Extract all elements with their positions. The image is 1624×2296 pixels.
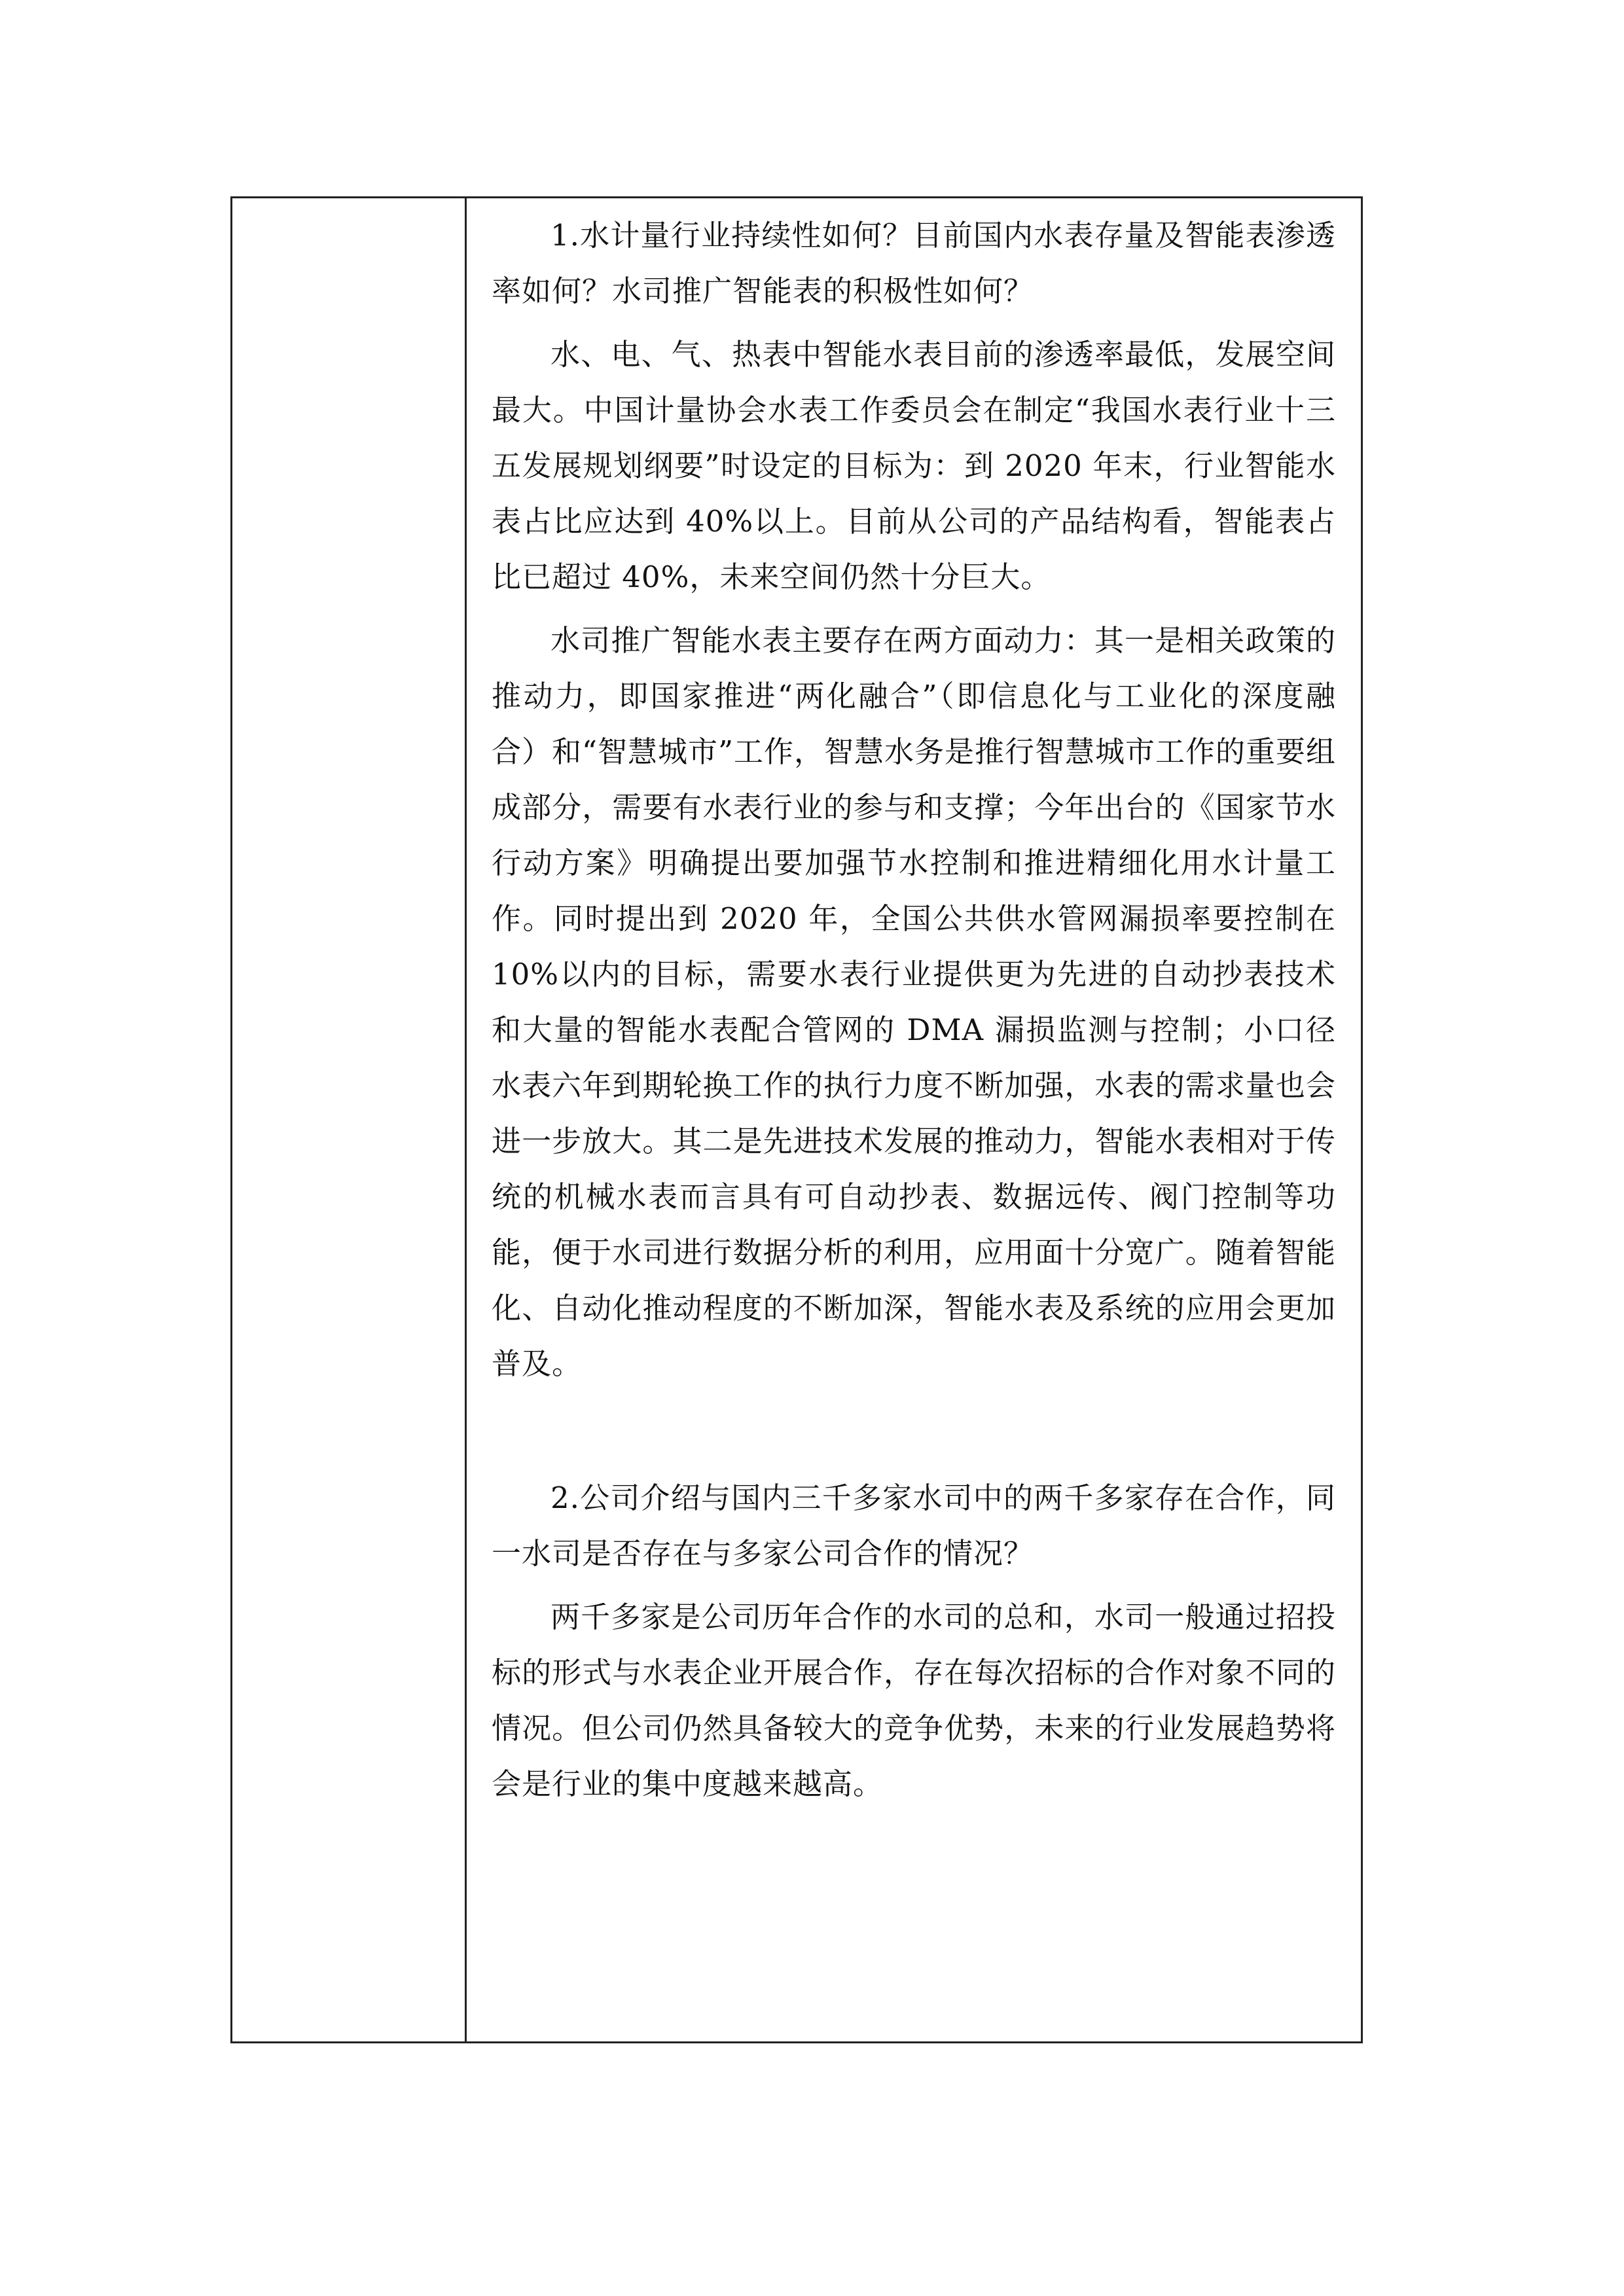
qa-section-1 — [492, 207, 1336, 1391]
table-content-cell — [467, 198, 1361, 2041]
table-left-cell — [232, 198, 467, 2041]
answer-1-paragraph-2: 水司推广智能水表主要存在两方面动力：其一是相关政策的推动力，即国家推进“两化融合”（即信息化与工业化的深度融合）和“智慧城市”工作，智慧水务是推行智慧城市工作的重要组成部分，需要有水表行业的参与和支撑；今年出台的《国家节水行动方案》明确提出要加强节水控制和推进精细化用水计量工作。同时提出到 2020 年，全国公共供水管网漏损率要控制在 10%以内的目标，需要水表行业提供更为先进的自动抄表技术和大量的智能水表配合管网的 DMA 漏损监测与控制；小口径水表六年到期轮换工作的执行力度不断加强，水表的需求量也会进一步放大。其二是先进技术发展的推动力，智能水表相对于传统的机械水表而言具有可自动抄表、数据远传、阀门控制等功能，便于水司进行数据分析的利用，应用面十分宽广。随着智能化、自动化推动程度的不断加深，智能水表及系统的应用会更加普及。 — [492, 623, 1337, 1381]
answer-2-paragraph-1: 两千多家是公司历年合作的水司的总和，水司一般通过招投标的形式与水表企业开展合作，存在每次招标的合作对象不同的情况。但公司仍然具备较大的竞争优势，未来的行业发展趋势将会是行业的集中度越来越高。 — [492, 1600, 1336, 1801]
question-1: 1.水计量行业持续性如何？目前国内水表存量及智能表渗透率如何？水司推广智能表的积极性如何？ — [492, 218, 1336, 308]
qa-section-2 — [492, 1470, 1336, 1812]
document-table — [230, 196, 1363, 2043]
question-2: 2.公司介绍与国内三千多家水司中的两千多家存在合作，同一水司是否存在与多家公司合作的情况？ — [492, 1480, 1336, 1571]
answer-1-paragraph-1: 水、电、气、热表中智能水表目前的渗透率最低，发展空间最大。中国计量协会水表工作委员会在制定“我国水表行业十三五发展规划纲要”时设定的目标为：到 2020 年末，行业智能水表占比应达到 40%以上。目前从公司的产品结构看，智能表占比已超过 40%，未来空间仍然十分巨大。 — [492, 337, 1336, 594]
